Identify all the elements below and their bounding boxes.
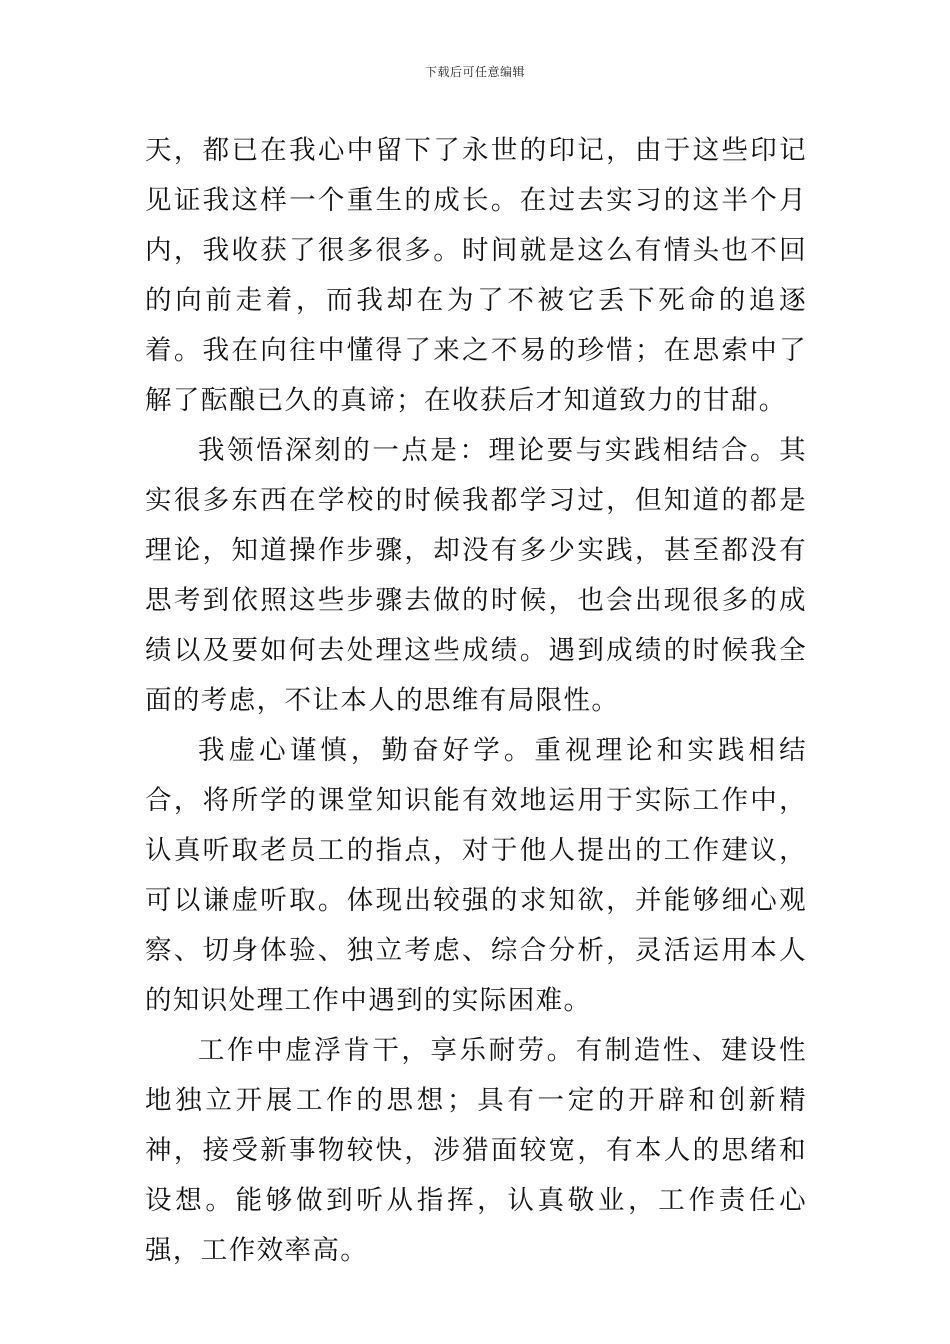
document-body xyxy=(145,126,807,1276)
paragraph-1: 天，都已在我心中留下了永世的印记，由于这些印记见证我这样一个重生的成长。在过去实习的这半个月内，我收获了很多很多。时间就是这么有情头也不回的向前走着，而我却在为了不被它丢下死命的追逐着。我在向往中懂得了来之不易的珍惜；在思索中了解了酝酿已久的真谛；在收获后才知道致力的甘甜。 xyxy=(145,135,807,416)
paragraph-2: 我领悟深刻的一点是：理论要与实践相结合。其实很多东西在学校的时候我都学习过，但知道的都是理论，知道操作步骤，却没有多少实践，甚至都没有思考到依照这些步骤去做的时候，也会出现很多的成绩以及要如何去处理这些成绩。遇到成绩的时候我全面的考虑，不让本人的思维有局限性。 xyxy=(145,435,807,716)
paragraph-4: 工作中虚浮肯干，享乐耐劳。有制造性、建设性地独立开展工作的思想；具有一定的开辟和创新精神，接受新事物较快，涉猎面较宽，有本人的思绪和设想。能够做到听从指挥，认真敬业，工作责任心强，工作效率高。 xyxy=(145,1035,807,1266)
page-header: 下载后可任意编辑 xyxy=(424,65,525,79)
paragraph-3: 我虚心谨慎，勤奋好学。重视理论和实践相结合，将所学的课堂知识能有效地运用于实际工作中，认真听取老员工的指点，对于他人提出的工作建议，可以谦虚听取。体现出较强的求知欲，并能够细心观察、切身体验、独立考虑、综合分析，灵活运用本人的知识处理工作中遇到的实际困难。 xyxy=(145,735,807,1016)
